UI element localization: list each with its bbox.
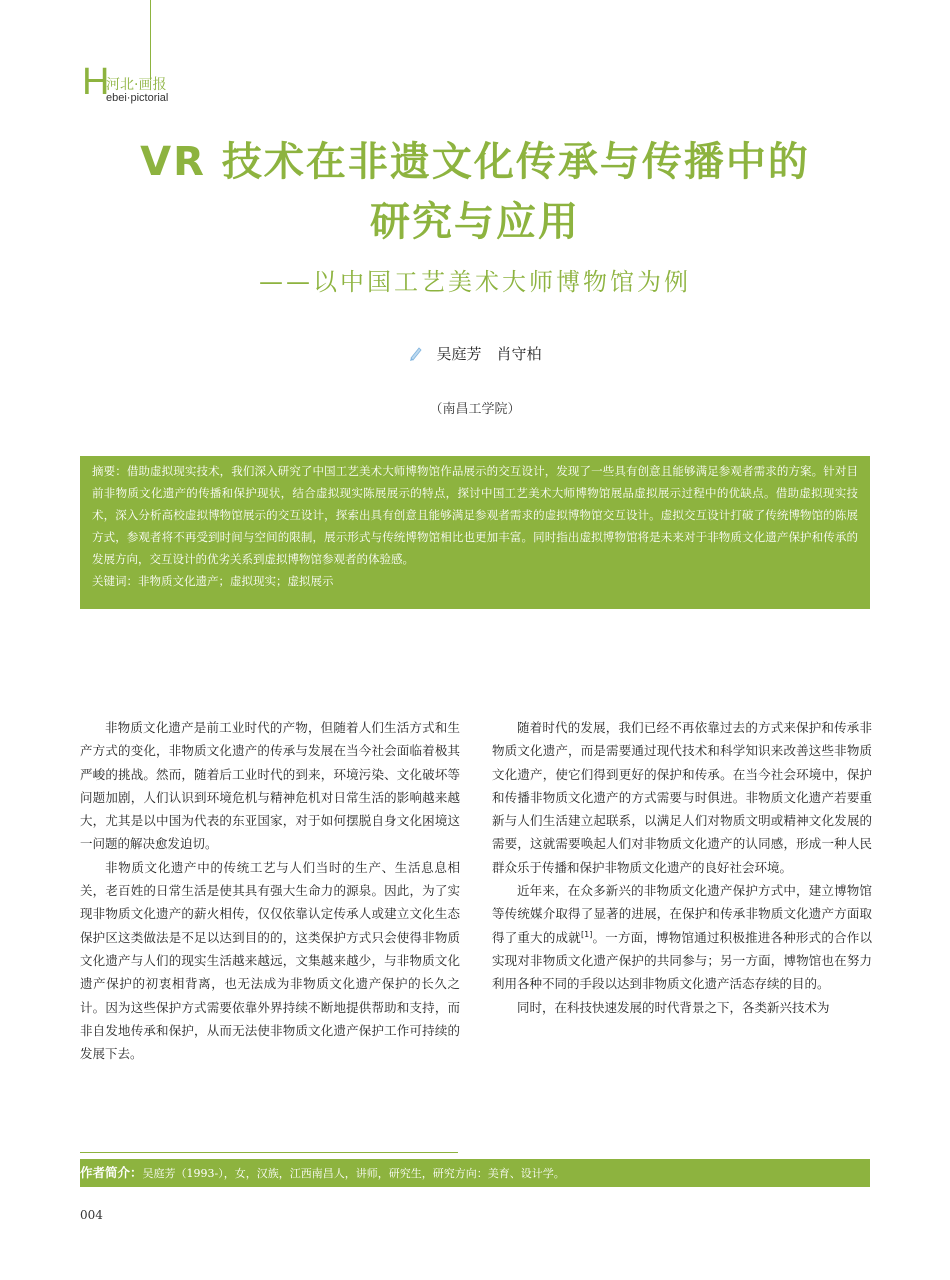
logo-english: ebei·pictorial [106, 92, 169, 104]
logo-separator: · [134, 77, 139, 93]
paragraph [492, 879, 872, 995]
abstract-text: 摘要：借助虚拟现实技术，我们深入研究了中国工艺美术大师博物馆作品展示的交互设计，发现了一些具有创意且能够满足参观者需求的方案。针对目前非物质文化遗产的传播和保护现状，结合虚拟现实陈展展示的特点，探讨中国工艺美术大师博物馆展品虚拟展示过程中的优缺点。借助虚拟现实技术，深入分析高校虚拟博物馆展示的交互设计，探索出具有创意且能够满足参观者需求的虚拟博物馆交互设计。虚拟交互设计打破了传统博物馆的陈展方式，参观者将不再受到时间与空间的限制，展示形式与传统博物馆相比也更加丰富。同时指出虚拟博物馆将是未来对于非物质文化遗产保护和传承的发展方向，交互设计的优劣关系到虚拟博物馆参观者的体验感。 [92, 464, 858, 566]
paragraph-text: 近年来，在众多新兴的非物质文化遗产保护方式中，建立博物馆等传统媒介取得了显著的进展，在保护和传承非物质文化遗产方面取得了重大的成就 [492, 883, 872, 945]
article-subtitle: ——以中国工艺美术大师博物馆为例 [259, 268, 691, 296]
keywords: 关键词：非物质文化遗产；虚拟现实；虚拟展示 [92, 574, 334, 588]
logo-letter: H [82, 61, 110, 103]
logo-cn-part1: 河北 [106, 77, 134, 93]
author-bio-label: 作者简介： [80, 1165, 143, 1180]
body-column-right [492, 716, 872, 1019]
author-bio-text: 吴庭芳（1993-），女，汉族，江西南昌人，讲师，研究生，研究方向：美育、设计学。 [142, 1167, 565, 1180]
author-names: 吴庭芳 肖守柏 [436, 345, 542, 363]
magazine-logo [82, 61, 202, 108]
body-column-left [80, 716, 460, 1065]
paragraph: 同时，在科技快速发展的时代背景之下，各类新兴技术为 [517, 999, 830, 1015]
paragraph: 非物质文化遗产中的传统工艺与人们当时的生产、生活息息相关，老百姓的日常生活是使其具有强大生命力的源泉。因此，为了实现非物质文化遗产的薪火相传，仅仅依靠认定传承人或建立文化生态保护区这类做法是不足以达到目的的，这类保护方式只会使得非物质文化遗产与人们的现实生活越来越远，文集越来越少，与非物质文化遗产保护的初衷相背离，也无法成为非物质文化遗产保护的长久之计。因为这些保护方式需要依靠外界持续不断地提供帮助和支持，而非自发地传承和保护，从而无法使非物质文化遗产保护工作可持续的发展下去。 [80, 859, 460, 1062]
paragraph: 随着时代的发展，我们已经不再依靠过去的方式来保护和传承非物质文化遗产，而是需要通过现代技术和科学知识来改善这些非物质文化遗产，使它们得到更好的保护和传承。在当今社会环境中，保护和传播非物质文化遗产的方式需要与时俱进。非物质文化遗产若要重新与人们生活建立起联系，以满足人们对物质文明或精神文化发展的需要，这就需要唤起人们对非物质文化遗产的认同感，形成一种人民群众乐于传播和保护非物质文化遗产的良好社会环境。 [492, 720, 872, 875]
article-title [0, 132, 950, 252]
author-line [0, 343, 950, 364]
footnote-divider [80, 1152, 458, 1153]
title-line-2: 研究与应用 [370, 199, 580, 245]
affiliation: （南昌工学院） [429, 402, 521, 417]
reference-marker: [1] [580, 929, 593, 939]
paragraph: 非物质文化遗产是前工业时代的产物，但随着人们生活方式和生产方式的变化，非物质文化遗产的传承与发展在当今社会面临着极其严峻的挑战。然而，随着后工业时代的到来，环境污染、文化破坏等问题加剧，人们认识到环境危机与精神危机对日常生活的影响越来越大，尤其是以中国为代表的东亚国家，对于如何摆脱自身文化困境这一问题的解决愈发迫切。 [80, 720, 460, 852]
paragraph-text: 。一方面，博物馆通过积极推进各种形式的合作以实现对非物质文化遗产保护的共同参与；另一方面，博物馆也在努力利用各种不同的手段以达到非物质文化遗产活态存续的目的。 [492, 929, 872, 992]
title-line-1: VR 技术在非遗文化传承与传播中的 [140, 139, 810, 185]
page-number: 004 [80, 1208, 103, 1222]
author-bio-bar [80, 1159, 870, 1187]
logo-chinese [106, 74, 166, 94]
abstract-box [80, 456, 870, 609]
logo-cn-part2: 画报 [138, 77, 167, 93]
pen-icon [408, 345, 424, 361]
